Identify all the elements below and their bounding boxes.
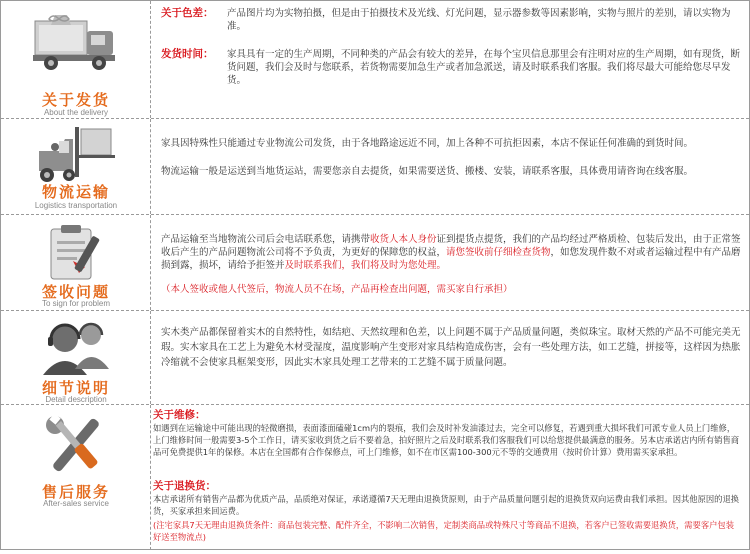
highlight-id-card: 收货人本人身份 [370, 234, 437, 245]
section-title: 售后服务 [41, 483, 110, 501]
section-logistics [1, 119, 749, 215]
item-label: 发货时间： [161, 48, 214, 60]
logistics-paragraph: 家具因特殊性只能通过专业物流公司发货，由于各地路途远近不同，加上各种不可抗拒因素，本店不保证任何准确的到货时间。 [161, 138, 694, 149]
highlight-contact: 及时联系我们，我们将及时为您处理。 [284, 260, 447, 271]
section-subtitle: To sign for problem [41, 299, 111, 308]
delivery-truck-icon [29, 7, 125, 79]
return-note: (注宅家具7天无理由退换货条件：商品包装完整、配件齐全，不影响二次销售，定制类商品或特殊尺寸等商品不退换，若客户已签收需要退换货，需要客户包装好送至物流点) [153, 520, 735, 542]
wrench-screwdriver-icon [29, 411, 125, 481]
item-text: 家具具有一定的生产周期，不同种类的产品会有较大的差异，在每个宝贝信息那里会有注明对应的生产周期，如有现货，断货问题，我们会及时与您联系，若货物需要加急生产或者加急派送，请及时联系我们客服。我们将尽最大可能给您尽早发货。 [227, 49, 741, 86]
return-label: 关于退换货： [153, 480, 216, 492]
section-title: 签收问题 [41, 283, 110, 301]
item-label: 关于色差： [161, 7, 214, 19]
section-detail [1, 311, 749, 405]
repair-label: 关于维修： [153, 409, 206, 421]
section-title: 关于发货 [41, 91, 110, 109]
section-title: 物流运输 [41, 183, 110, 201]
item-text: 产品图片均为实物拍摄，但是由于拍摄技术及光线、灯光问题，显示器参数等因素影响，实物与照片的差别，请以实物为准。 [227, 8, 731, 32]
section-subtitle: Logistics transportation [34, 201, 118, 210]
sign-for-note: （本人签收或他人代签后，物流人员不在场，产品再检查出问题，需买家自行承担） [161, 284, 513, 295]
section-delivery [1, 1, 749, 119]
section-sign-for [1, 215, 749, 311]
color-difference-item [161, 7, 741, 41]
highlight-inspect: 请您签收前仔细检查货物 [446, 247, 551, 258]
section-title: 细节说明 [41, 379, 110, 397]
forklift-icon [29, 125, 125, 187]
section-subtitle: About the delivery [43, 108, 109, 117]
return-text: 本店承诺所有销售产品都为优质产品，品质绝对保证，承诺遵循7天无理由退换货原则，由于产品质量问题引起的退换货双向运费由我们承担。因其他原因的退换货，买家承担来回运费。 [153, 494, 740, 516]
section-subtitle: After-sales service [43, 499, 109, 508]
shipping-time-item [161, 48, 741, 108]
section-after-sales [1, 405, 749, 550]
sign-for-paragraph: 产品运输至当地物流公司后会电话联系您，请携带收货人本人身份证到提货点提货，我们的产品均经过严格质检、包装后发出，由于正常签收后产生的产品问题物流公司将不予负责，为更好的保障您的权益，请您签收前仔细检查货物，如您发现件数不对或者运输过程中有产品磨损到露，损坏，请给予拒签并及时联系我们，我们将及时为您处理。 [161, 234, 741, 271]
detail-paragraph: 实木类产品都保留着实木的自然特性，如结疤、天然纹理和色差，以上问题不属于产品质量问题，类似珠宝。取材天然的产品不可能完美无瑕。实木家具在工艺上为避免木材受湿度，温度影响产生变形对家具结构造成伤害，会有一些处理方法，如工艺缝，拼接等，这样因为热胀冷缩就不会使家具框架变形，因此实木家具处理工艺带来的工艺缝不属于质量问题。 [161, 327, 741, 368]
section-subtitle: Detail description [45, 395, 107, 404]
repair-text: 如遇到在运输途中可能出现的轻微磨损，表面漆面磕碰1cm内的裂痕，我们会及时补发油漆过去，完全可以修复，若遇到重大损坏我们可派专业人员上门维修，上门维修时间一般需要3-5个工作日，请买家收到货之后不要着急，拍好照片之后及时联系我们客服我们可以给您提供最满意的服务。另本店承诺店内所有销售商品可免费提供1年的保修。本店在全国都有合作保修点，可上门维修，如不在市区需100-300元不等的交通费用（按时价计算）费用需买家承担。 [153, 423, 740, 457]
customer-service-icon [29, 317, 125, 379]
logistics-paragraph: 物流运输一般是运送到当地货运站，需要您亲自去提货，如果需要送货、搬楼、安装，请联系客服，具体费用请咨询在线客服。 [161, 166, 694, 177]
clipboard-pen-icon [29, 221, 125, 283]
